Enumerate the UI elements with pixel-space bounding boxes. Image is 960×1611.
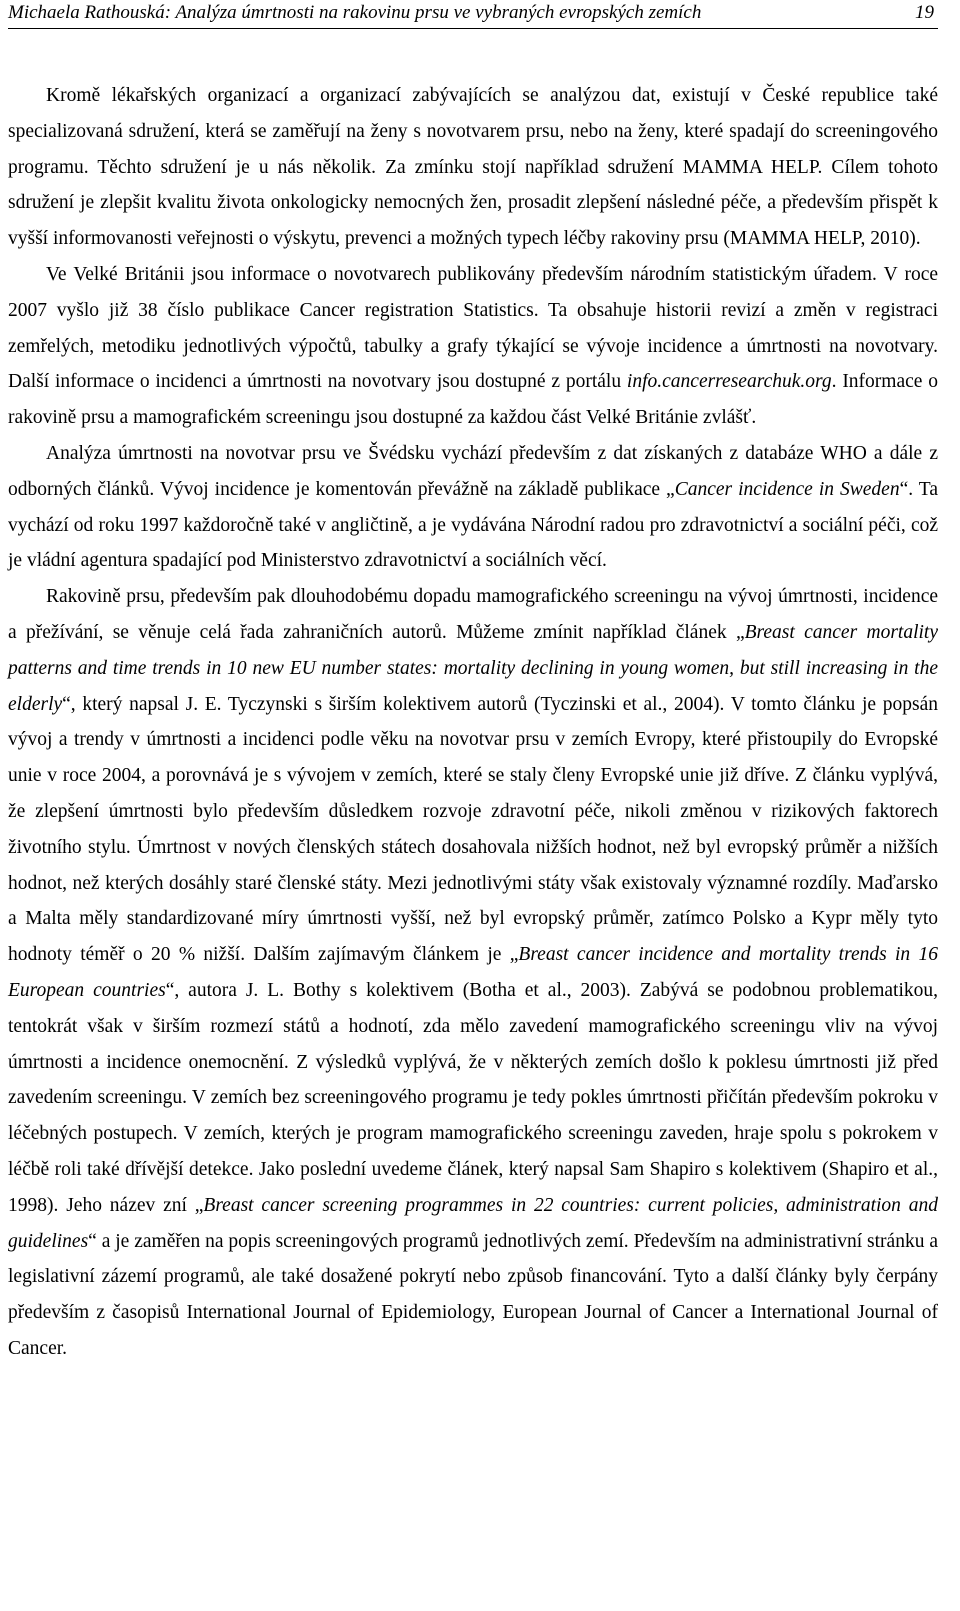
italic-title: Breast cancer screening programmes in 22 countries: current policies, administration and guidelines <box>8 1194 938 1252</box>
running-header <box>8 0 938 29</box>
paragraph <box>8 579 938 1367</box>
page-number: 19 <box>915 2 934 23</box>
italic-url: info.cancerresearchuk.org <box>626 371 832 393</box>
text-segment: Rakovině prsu, především pak dlouhodobému dopadu mamografického screeningu na vývoj úmrtnosti, incidence a přežívání, se věnuje celá řada zahraničních autorů. Můžeme zmínit například článek „ <box>8 586 938 643</box>
running-title: Michaela Rathouská: Analýza úmrtnosti na rakovinu prsu ve vybraných evropských zemích <box>8 2 702 23</box>
text-segment: “ a je zaměřen na popis screeningových programů jednotlivých zemí. Především na administrativní stránku a legislativní zázemí programů, ale také dosažené pokrytí nebo způsob financování. Tyto a další články byly čerpány především z časopisů International Journal of Epidemiology, European Journal of Cancer a International Journal of Cancer. <box>8 1230 938 1359</box>
text-segment: Ve Velké Británii jsou informace o novotvarech publikovány především národním statistickým úřadem. V roce 2007 vyšlo již 38 číslo publikace Cancer registration Statistics. Ta obsahuje historii revizí a změn v registraci zemřelých, metodiku jednotlivých výpočtů, tabulky a grafy týkající se vývoje incidence a úmrtnosti na novotvary. Další informace o incidenci a úmrtnosti na novotvary jsou dostupné z portálu <box>8 263 938 393</box>
body-text <box>8 78 938 1367</box>
text-segment: “, autora J. L. Bothy s kolektivem (Botha et al., 2003). Zabývá se podobnou problematikou, tentokrát však v širším rozmezí států a hodnotí, zda mělo zavedení mamografického screeningu vliv na vývoj úmrtnosti a incidence onemocnění. Z výsledků vyplývá, že v některých zemích došlo k poklesu úmrtnosti již před zavedením screeningu. V zemích bez screeningového programu je tedy pokles úmrtnosti přičítán především pokroku v léčebných postupech. V zemích, kterých je program mamografického screeningu zaveden, hraje spolu s pokrokem v léčbě roli také dřívější detekce. Jako poslední uvedeme článek, který napsal Sam Shapiro s kolektivem (Shapiro et al., 1998). Jeho název zní „ <box>8 979 938 1216</box>
text-segment: . Informace o rakovině prsu a mamografickém screeningu jsou dostupné za každou část Velké Británie zvlášť. <box>8 371 938 429</box>
text-segment: “, který napsal J. E. Tyczynski s širším kolektivem autorů (Tyczinski et al., 2004). V tomto článku je popsán vývoj a trendy v úmrtnosti a incidenci podle věku na novotvar prsu v zemích Evropy, které přistoupily do Evropské unie v roce 2004, a porovnává je s vývojem v zemích, které se staly členy Evropské unie již dříve. Z článku vyplývá, že zlepšení úmrtnosti bylo především důsledkem rozvoje zdravotní péče, nikoli změnou v rizikových faktorech životního stylu. Úmrtnost v nových členských státech dosahovala nižších hodnot, než byl evropský průměr a nižších hodnot, než kterých dosáhly staré členské státy. Mezi jednotlivými státy však existovaly významné rozdíly. Maďarsko a Malta měly standardizované míry úmrtnosti vyšší, než byl evropský průměr, zatímco Polsko a Kypr měly tyto hodnoty téměř o 20 % nižší. Dalším zajímavým článkem je „ <box>8 693 938 966</box>
paragraph <box>8 257 938 436</box>
text-segment: Analýza úmrtnosti na novotvar prsu ve Švédsku vychází především z dat získaných z databáze WHO a dále z odborných článků. Vývoj incidence je komentován převážně na základě publikace „ <box>8 442 938 500</box>
italic-title: Cancer incidence in Sweden <box>674 478 900 500</box>
paragraph <box>8 436 938 579</box>
italic-title: Breast cancer incidence and mortality trends in 16 European countries <box>8 944 939 1001</box>
italic-title: Breast cancer mortality patterns and time trends in 10 new EU number states: mortality declining in young women, but still increasing in the elderly <box>8 621 938 715</box>
paragraph <box>8 78 938 257</box>
text-segment: “. Ta vychází od roku 1997 každoročně také v angličtině, a je vydávána Národní radou pro zdravotnictví a sociální péči, což je vládní agentura spadající pod Ministerstvo zdravotnictví a sociálních věcí. <box>8 478 938 572</box>
text-segment: Kromě lékařských organizací a organizací zabývajících se analýzou dat, existují v České republice také specializovaná sdružení, která se zaměřují na ženy s novotvarem prsu, nebo na ženy, které spadají do screeningového programu. Těchto sdružení je u nás několik. Za zmínku stojí například sdružení MAMMA HELP. Cílem tohoto sdružení je zlepšit kvalitu života onkologicky nemocných žen, prosadit zlepšení následné péče, a především přispět k vyšší informovanosti veřejnosti o výskytu, prevenci a možných typech léčby rakoviny prsu (MAMMA HELP, 2010). <box>8 85 938 250</box>
